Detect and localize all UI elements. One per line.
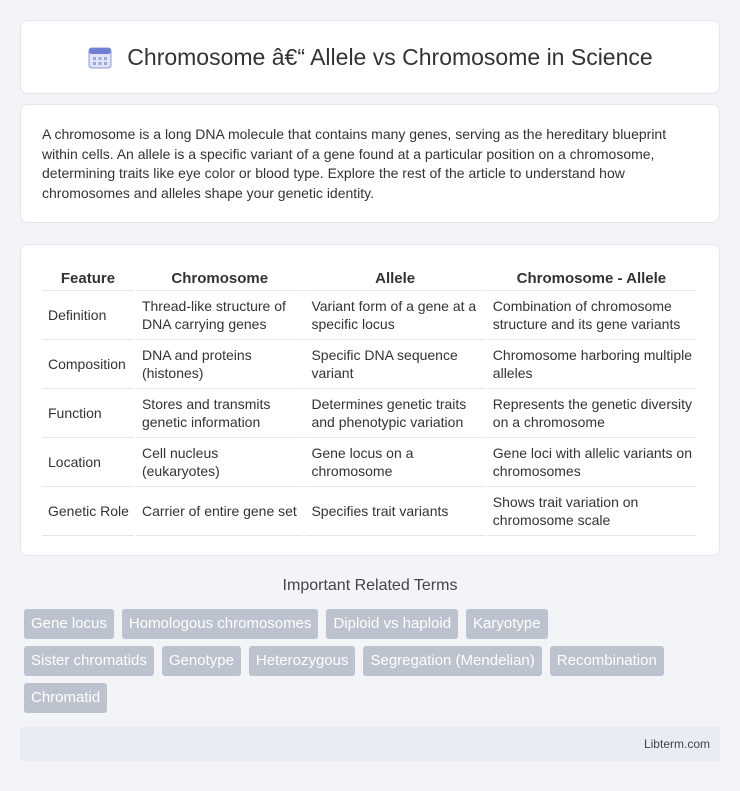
- table-cell: Specifies trait variants: [305, 487, 484, 536]
- table-row: [42, 487, 696, 536]
- tag-row: [24, 609, 724, 639]
- table-cell: Determines genetic traits and phenotypic variation: [305, 389, 484, 438]
- table-cell: Stores and transmits genetic information: [136, 389, 303, 438]
- table-cell: Represents the genetic diversity on a chromosome: [487, 389, 696, 438]
- table-cell: Gene locus on a chromosome: [305, 438, 484, 487]
- title-card: [20, 20, 720, 94]
- tag-segregation[interactable]: Segregation (Mendelian): [363, 646, 541, 676]
- intro-text: A chromosome is a long DNA molecule that contains many genes, serving as the hereditary blueprint within cells. An allele is a specific variant of a gene found at a particular position on a chromosome, determining traits like eye color or blood type. Explore the rest of the article to understand how chromosomes and alleles shape your genetic identity.: [42, 126, 667, 201]
- tag-gene-locus[interactable]: Gene locus: [24, 609, 114, 639]
- tag-heterozygous[interactable]: Heterozygous: [249, 646, 356, 676]
- page-title: Chromosome â€“ Allele vs Chromosome in Science: [127, 43, 653, 70]
- table-cell: Chromosome harboring multiple alleles: [487, 340, 696, 389]
- table-cell: Shows trait variation on chromosome scale: [487, 487, 696, 536]
- table-row: [42, 389, 696, 438]
- tag-row: [24, 683, 724, 713]
- tag-genotype[interactable]: Genotype: [162, 646, 241, 676]
- tag-homologous-chromosomes[interactable]: Homologous chromosomes: [122, 609, 319, 639]
- calendar-icon: [87, 44, 113, 70]
- table-cell: Carrier of entire gene set: [136, 487, 303, 536]
- table-header: Chromosome: [136, 267, 303, 291]
- comparison-table-card: [20, 244, 720, 556]
- table-cell: Definition: [42, 291, 134, 340]
- table-cell: Composition: [42, 340, 134, 389]
- table-header-row: [42, 267, 696, 291]
- table-header: Allele: [305, 267, 484, 291]
- tag-recombination[interactable]: Recombination: [550, 646, 664, 676]
- tag-sister-chromatids[interactable]: Sister chromatids: [24, 646, 154, 676]
- table-cell: Genetic Role: [42, 487, 134, 536]
- footer: [20, 727, 720, 761]
- table-cell: DNA and proteins (histones): [136, 340, 303, 389]
- table-row: [42, 291, 696, 340]
- tag-row: [24, 646, 724, 676]
- table-cell: Gene loci with allelic variants on chromosomes: [487, 438, 696, 487]
- table-cell: Variant form of a gene at a specific locus: [305, 291, 484, 340]
- table-cell: Specific DNA sequence variant: [305, 340, 484, 389]
- table-header: Chromosome - Allele: [487, 267, 696, 291]
- table-cell: Location: [42, 438, 134, 487]
- table-cell: Function: [42, 389, 134, 438]
- table-header: Feature: [42, 267, 134, 291]
- related-terms: [24, 609, 724, 720]
- tag-chromatid[interactable]: Chromatid: [24, 683, 107, 713]
- table-cell: Cell nucleus (eukaryotes): [136, 438, 303, 487]
- related-terms-title: Important Related Terms: [282, 577, 458, 594]
- intro-card: [20, 104, 720, 223]
- comparison-table: [40, 267, 698, 536]
- table-row: [42, 340, 696, 389]
- table-row: [42, 438, 696, 487]
- table-cell: Thread-like structure of DNA carrying genes: [136, 291, 303, 340]
- tag-diploid-vs-haploid[interactable]: Diploid vs haploid: [326, 609, 458, 639]
- tag-karyotype[interactable]: Karyotype: [466, 609, 548, 639]
- footer-site-link[interactable]: Libterm.com: [643, 737, 710, 751]
- table-cell: Combination of chromosome structure and its gene variants: [487, 291, 696, 340]
